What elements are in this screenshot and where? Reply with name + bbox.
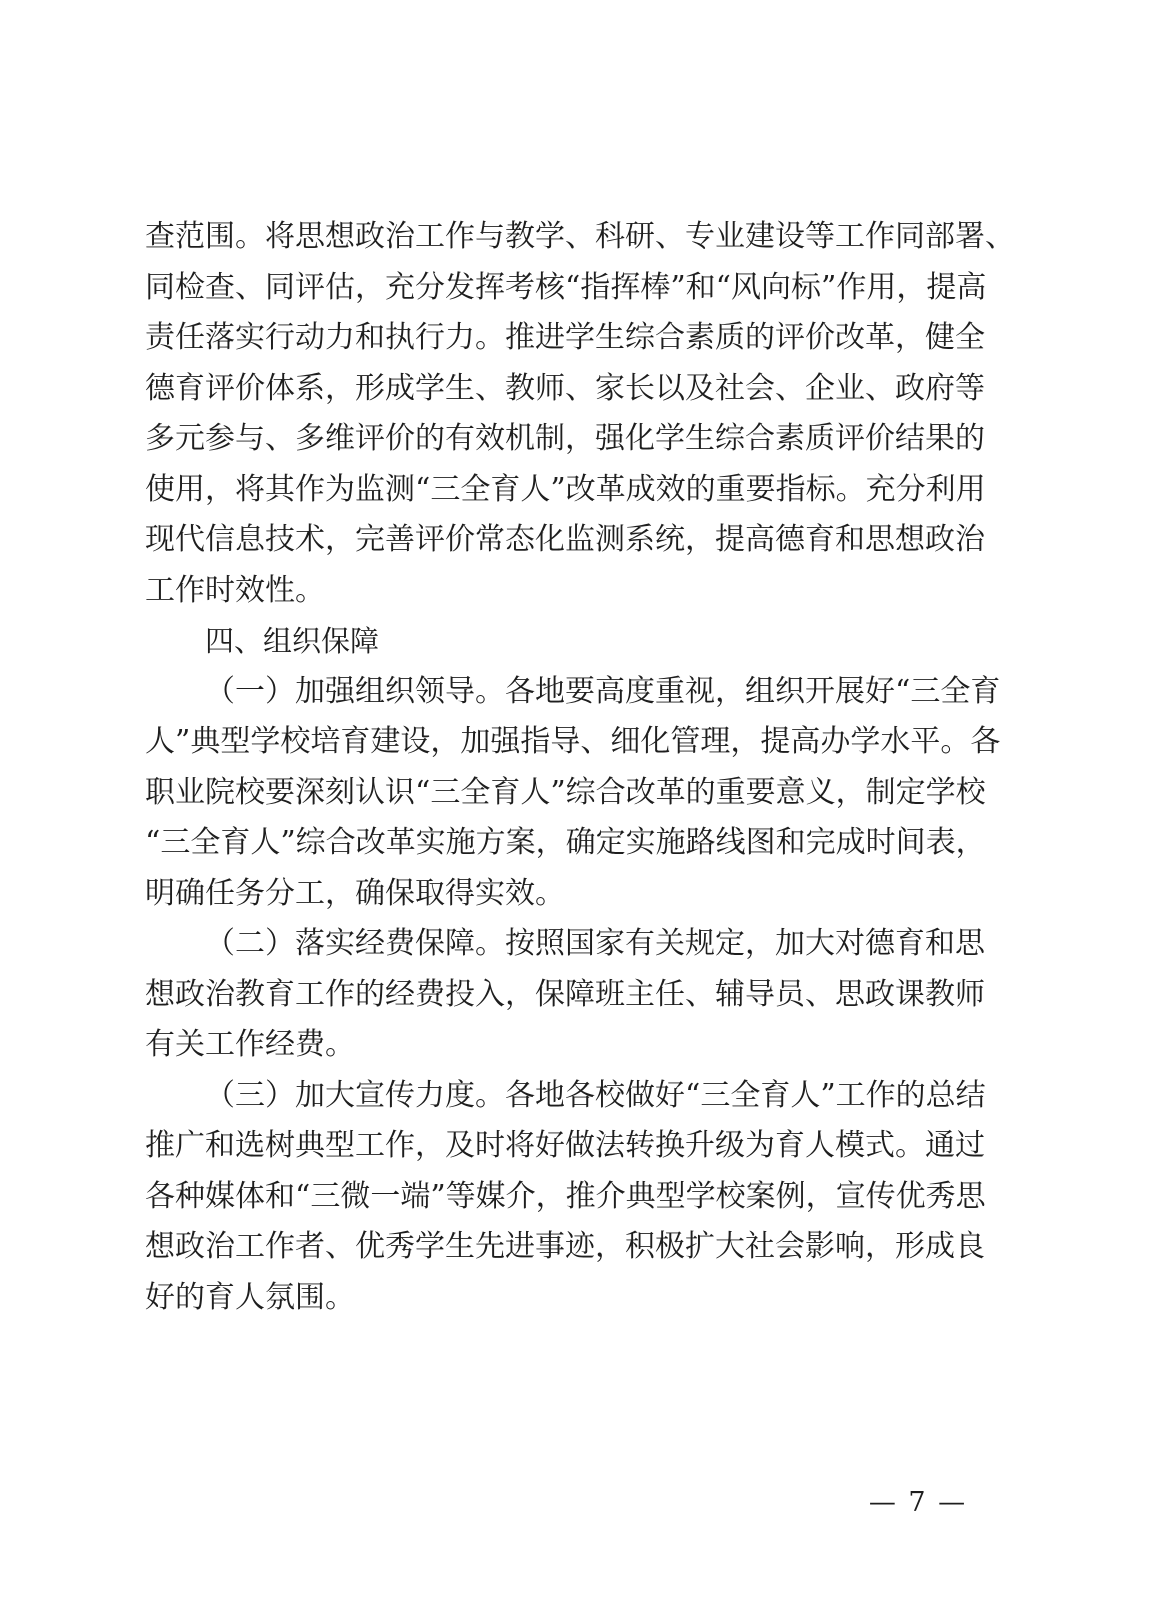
body-text <box>145 212 1015 1323</box>
text-line: 工作时效性。 <box>145 572 325 608</box>
text-line: 查范围。将思想政治工作与教学、科研、专业建设等工作同部署、 <box>145 219 1015 254</box>
page-number: — 7 — <box>868 1487 968 1518</box>
text-line: “三全育人”综合改革实施方案，确定实施路线图和完成时间表， <box>145 825 986 860</box>
text-line: 想政治工作者、优秀学生先进事迹，积极扩大社会影响，形成良 <box>145 1229 985 1264</box>
text-line: 职业院校要深刻认识“三全育人”综合改革的重要意义，制定学校 <box>145 774 986 810</box>
text-line: 责任落实行动力和执行力。推进学生综合素质的评价改革，健全 <box>145 320 985 355</box>
text-line: 使用，将其作为监测“三全育人”改革成效的重要指标。充分利用 <box>145 471 986 507</box>
text-line: 人”典型学校培育建设，加强指导、细化管理，提高办学水平。各 <box>145 724 1001 759</box>
text-line: 有关工作经费。 <box>145 1027 355 1062</box>
text-line: 推广和选树典型工作，及时将好做法转换升级为育人模式。通过 <box>145 1128 985 1163</box>
text-line: 想政治教育工作的经费投入，保障班主任、辅导员、思政课教师 <box>145 976 985 1012</box>
text-line: （三）加大宣传力度。各地各校做好“三全育人”工作的总结 <box>205 1077 986 1113</box>
text-line: 同检查、同评估，充分发挥考核“指挥棒”和“风向标”作用，提高 <box>145 269 987 305</box>
text-line: 明确任务分工，确保取得实效。 <box>145 875 565 911</box>
text-line: （一）加强组织领导。各地要高度重视，组织开展好“三全育 <box>205 673 1001 709</box>
text-line: 各种媒体和“三微一端”等媒介，推介典型学校案例，宣传优秀思 <box>145 1178 986 1214</box>
text-line: （二）落实经费保障。按照国家有关规定，加大对德育和思 <box>205 926 985 961</box>
text-line: 现代信息技术，完善评价常态化监测系统，提高德育和思想政治 <box>145 522 985 557</box>
section-heading: 四、组织保障 <box>205 624 380 658</box>
text-line: 德育评价体系，形成学生、教师、家长以及社会、企业、政府等 <box>145 370 985 406</box>
text-line: 多元参与、多维评价的有效机制，强化学生综合素质评价结果的 <box>145 421 985 456</box>
text-line: 好的育人氛围。 <box>145 1279 355 1315</box>
